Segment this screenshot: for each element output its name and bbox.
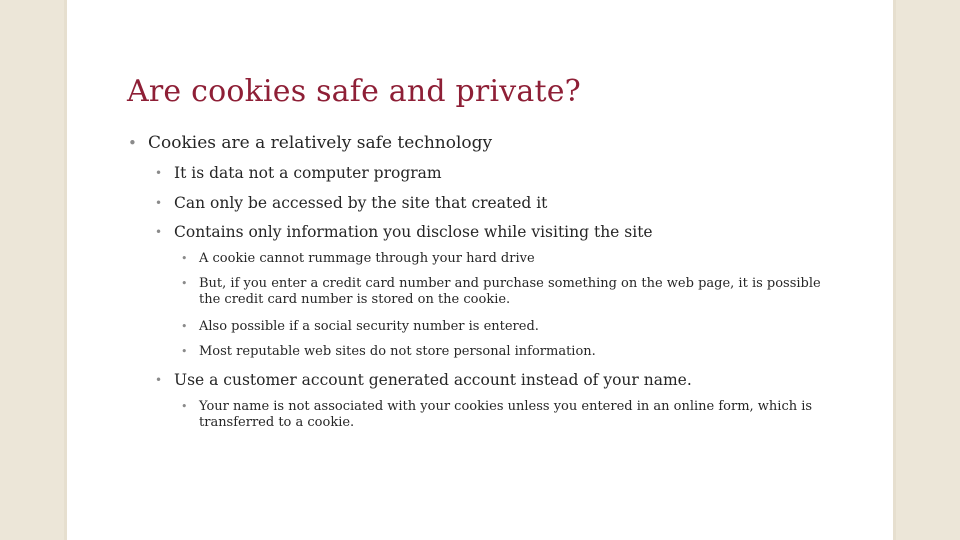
bullet-text: Also possible if a social security number is entered. [199,319,539,334]
bullet-text: Contains only information you disclose while visiting the site [174,223,653,241]
subsubbullet-ssn [181,319,539,334]
bullet-dot-icon: • [181,277,188,290]
bullet-text: Can only be accessed by the site that created it [174,194,548,212]
subsubbullet-name-not-associated [181,399,813,430]
bullet-dot-icon: • [181,345,188,358]
bullet-dot-icon: • [155,196,163,210]
subsubbullet-no-rummage [181,251,535,266]
bullet-dot-icon: • [128,134,137,152]
bullet-text: Use a customer account generated account instead of your name. [174,371,692,389]
subsubbullet-reputable-sites [181,344,596,359]
left-background-margin [0,0,64,540]
subbullet-data-not-program [155,164,442,182]
bullet-dot-icon: • [155,166,163,180]
bullet-dot-icon: • [181,400,188,413]
right-background-margin [896,0,960,540]
bullet-text: Most reputable web sites do not store personal information. [199,344,596,359]
bullet-text: A cookie cannot rummage through your hard drive [199,251,535,266]
bullet-text-line-2: transferred to a cookie. [199,415,355,430]
bullet-text-line-1: But, if you enter a credit card number and purchase something on the web page, it is possible [199,276,821,291]
subbullet-customer-account [155,371,692,389]
bullet-text: It is data not a computer program [174,164,442,182]
bullet-dot-icon: • [155,225,163,239]
slide-title: Are cookies safe and private? [127,74,581,109]
bullet-text-line-2: the credit card number is stored on the cookie. [199,292,511,307]
bullet-dot-icon: • [155,373,163,387]
subbullet-accessed-by-site [155,194,548,212]
bullet-dot-icon: • [181,252,188,265]
bullet-text-line-1: Your name is not associated with your cookies unless you entered in an online form, which is [199,399,813,414]
subbullet-contains-disclosed-info [155,223,653,241]
bullet-dot-icon: • [181,320,188,333]
bullet-text: Cookies are a relatively safe technology [148,133,493,153]
bullet-cookies-safe [128,133,493,153]
subsubbullet-credit-card [181,276,821,307]
